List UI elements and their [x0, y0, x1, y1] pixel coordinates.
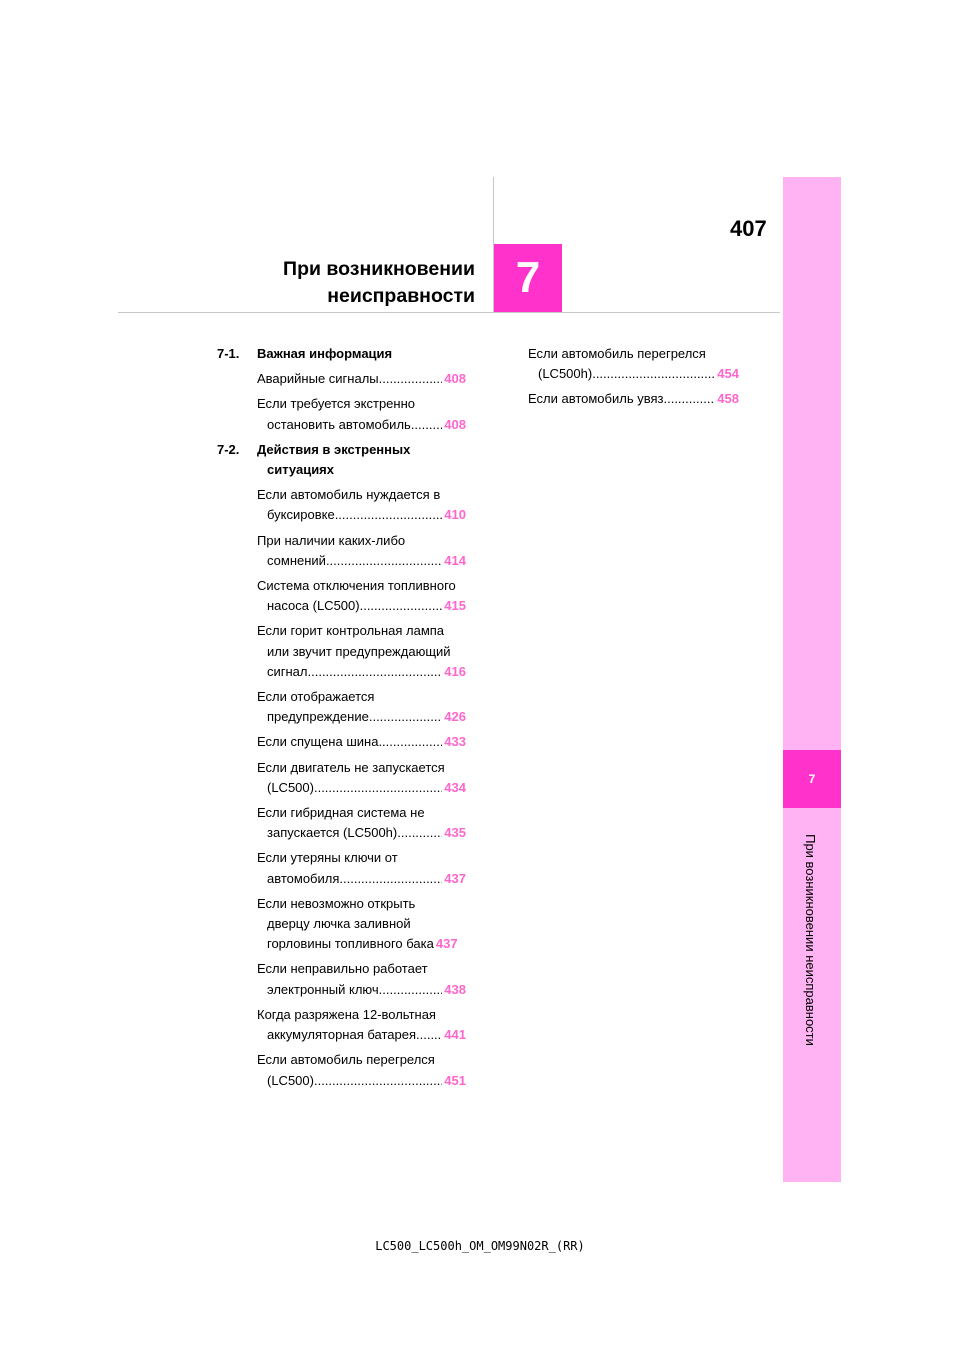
toc-entry-text: предупреждение	[267, 709, 369, 725]
toc-entry-text: Если отображается	[257, 689, 375, 705]
toc-leader-dots	[335, 505, 443, 525]
toc-entry-text: дверцу лючка заливной	[267, 916, 411, 932]
toc-entry[interactable]	[257, 1005, 466, 1045]
toc-leader-dots	[369, 707, 442, 727]
toc-page-link[interactable]: 414	[444, 552, 466, 568]
toc-entry[interactable]	[257, 485, 466, 525]
toc-entry[interactable]	[257, 959, 466, 999]
toc-entry-text: остановить автомобиль	[267, 416, 411, 432]
toc-entry-text: Если автомобиль увяз	[528, 391, 664, 407]
toc-leader-dots	[416, 1025, 442, 1045]
toc-entry-text: Если спущена шина	[257, 734, 379, 750]
toc-page-link[interactable]: 415	[444, 598, 466, 614]
toc-leader-dots	[411, 415, 442, 435]
toc-entry[interactable]	[257, 803, 466, 843]
toc-leader-dots	[308, 662, 443, 682]
toc-entry-text: сигнал	[267, 663, 308, 679]
toc-entry[interactable]	[257, 394, 466, 434]
toc-entry-text: Когда разряжена 12-вольтная	[257, 1006, 436, 1022]
toc-entry-text: (LC500)	[267, 1072, 314, 1088]
toc-section-heading	[217, 344, 466, 364]
toc-entry-text: Если невозможно открыть	[257, 895, 416, 911]
toc-leader-dots	[592, 364, 715, 384]
toc-page-link[interactable]: 441	[444, 1027, 466, 1043]
toc-entry-text: Если требуется экстренно	[257, 396, 415, 412]
toc-entry[interactable]	[257, 531, 466, 571]
toc-page-link[interactable]: 426	[444, 709, 466, 725]
chapter-title-line2: неисправности	[327, 285, 475, 307]
toc-entry-text: электронный ключ	[267, 981, 379, 997]
footer-document-code: LC500_LC500h_OM_OM99N02R_(RR)	[375, 1239, 585, 1253]
toc-page-link[interactable]: 454	[717, 366, 739, 382]
toc-entry-text: Если гибридная система не	[257, 805, 425, 821]
toc-entry-text: аккумуляторная батарея	[267, 1027, 416, 1043]
toc-leader-dots	[379, 980, 443, 1000]
toc-entry-text: Если автомобиль перегрелся	[257, 1052, 435, 1068]
toc-page-link[interactable]: 408	[444, 371, 466, 387]
toc-entry-text: сомнений	[267, 552, 326, 568]
toc-leader-dots	[378, 732, 442, 752]
toc-entry[interactable]	[257, 732, 466, 752]
toc-right-column	[528, 344, 739, 415]
toc-page-link[interactable]: 438	[444, 981, 466, 997]
toc-page-link[interactable]: 435	[444, 825, 466, 841]
toc-entry-text: Система отключения топливного	[257, 578, 456, 594]
toc-entry-text: Если горит контрольная лампа	[257, 623, 445, 639]
section-title-cont: ситуациях	[267, 462, 334, 478]
toc-leader-dots	[339, 869, 442, 889]
toc-entry-text: Если неправильно работает	[257, 961, 428, 977]
toc-entry[interactable]	[257, 576, 466, 616]
toc-leader-dots	[379, 369, 443, 389]
toc-page-link[interactable]: 434	[444, 779, 466, 795]
toc-entry-text: автомобиля	[267, 870, 340, 886]
section-number: 7-1.	[217, 346, 240, 361]
toc-entry-text: Если автомобиль перегрелся	[528, 346, 706, 361]
toc-leader-dots	[314, 1071, 442, 1091]
toc-entry-text: При наличии каких-либо	[257, 532, 406, 548]
toc-entry[interactable]	[257, 758, 466, 798]
side-tab-label: При возникновении неисправности	[803, 834, 818, 1046]
chapter-title-line1: При возникновении	[283, 258, 475, 280]
toc-page-link[interactable]: 451	[444, 1072, 466, 1088]
toc-entry[interactable]	[257, 1050, 466, 1090]
toc-entry[interactable]	[257, 848, 466, 888]
toc-page-link[interactable]: 416	[444, 663, 466, 679]
toc-entry-text: Если утеряны ключи от	[257, 850, 398, 866]
toc-entry-text: буксировке	[267, 507, 335, 523]
toc-entry-text: запускается (LC500h)	[267, 825, 398, 841]
toc-entry[interactable]	[257, 894, 466, 955]
toc-entry-text: Если автомобиль нуждается в	[257, 487, 441, 503]
chapter-title	[230, 256, 475, 310]
section-title: Важная информация	[257, 346, 393, 361]
toc-page-link[interactable]: 437	[435, 936, 458, 952]
toc-entry-text: (LC500)	[267, 779, 314, 795]
toc-entry[interactable]	[528, 344, 739, 384]
toc-entry-text: Аварийные сигналы	[257, 371, 379, 387]
toc-leader-dots	[326, 551, 442, 571]
toc-left-column	[217, 344, 466, 1096]
toc-page-link[interactable]: 410	[444, 507, 466, 523]
toc-entry[interactable]	[257, 369, 466, 389]
toc-section-heading	[217, 440, 466, 480]
toc-entry-text: горловины топливного бака	[267, 936, 434, 952]
page-number: 407	[730, 216, 767, 241]
toc-leader-dots	[397, 823, 442, 843]
toc-page-link[interactable]: 433	[444, 734, 466, 750]
toc-entry-text: (LC500h)	[538, 366, 593, 382]
toc-page-link[interactable]: 437	[444, 870, 466, 886]
side-tab-chapter-number[interactable]: 7	[783, 750, 841, 808]
section-title: Действия в экстренных	[257, 441, 411, 457]
section-number: 7-2.	[217, 441, 240, 457]
toc-leader-dots	[360, 596, 443, 616]
toc-entry-text: насоса (LC500)	[267, 598, 360, 614]
toc-entry[interactable]	[257, 621, 466, 682]
chapter-number-box: 7	[494, 244, 562, 312]
toc-leader-dots	[314, 778, 442, 798]
toc-page-link[interactable]: 458	[717, 391, 739, 407]
toc-entry[interactable]	[257, 687, 466, 727]
toc-entry-text: Если двигатель не запускается	[257, 759, 445, 775]
toc-page-link[interactable]: 408	[444, 416, 466, 432]
header-rule	[118, 312, 780, 313]
toc-leader-dots	[663, 389, 715, 409]
toc-entry[interactable]	[528, 389, 739, 409]
toc-entry-text: или звучит предупреждающий	[267, 643, 451, 659]
